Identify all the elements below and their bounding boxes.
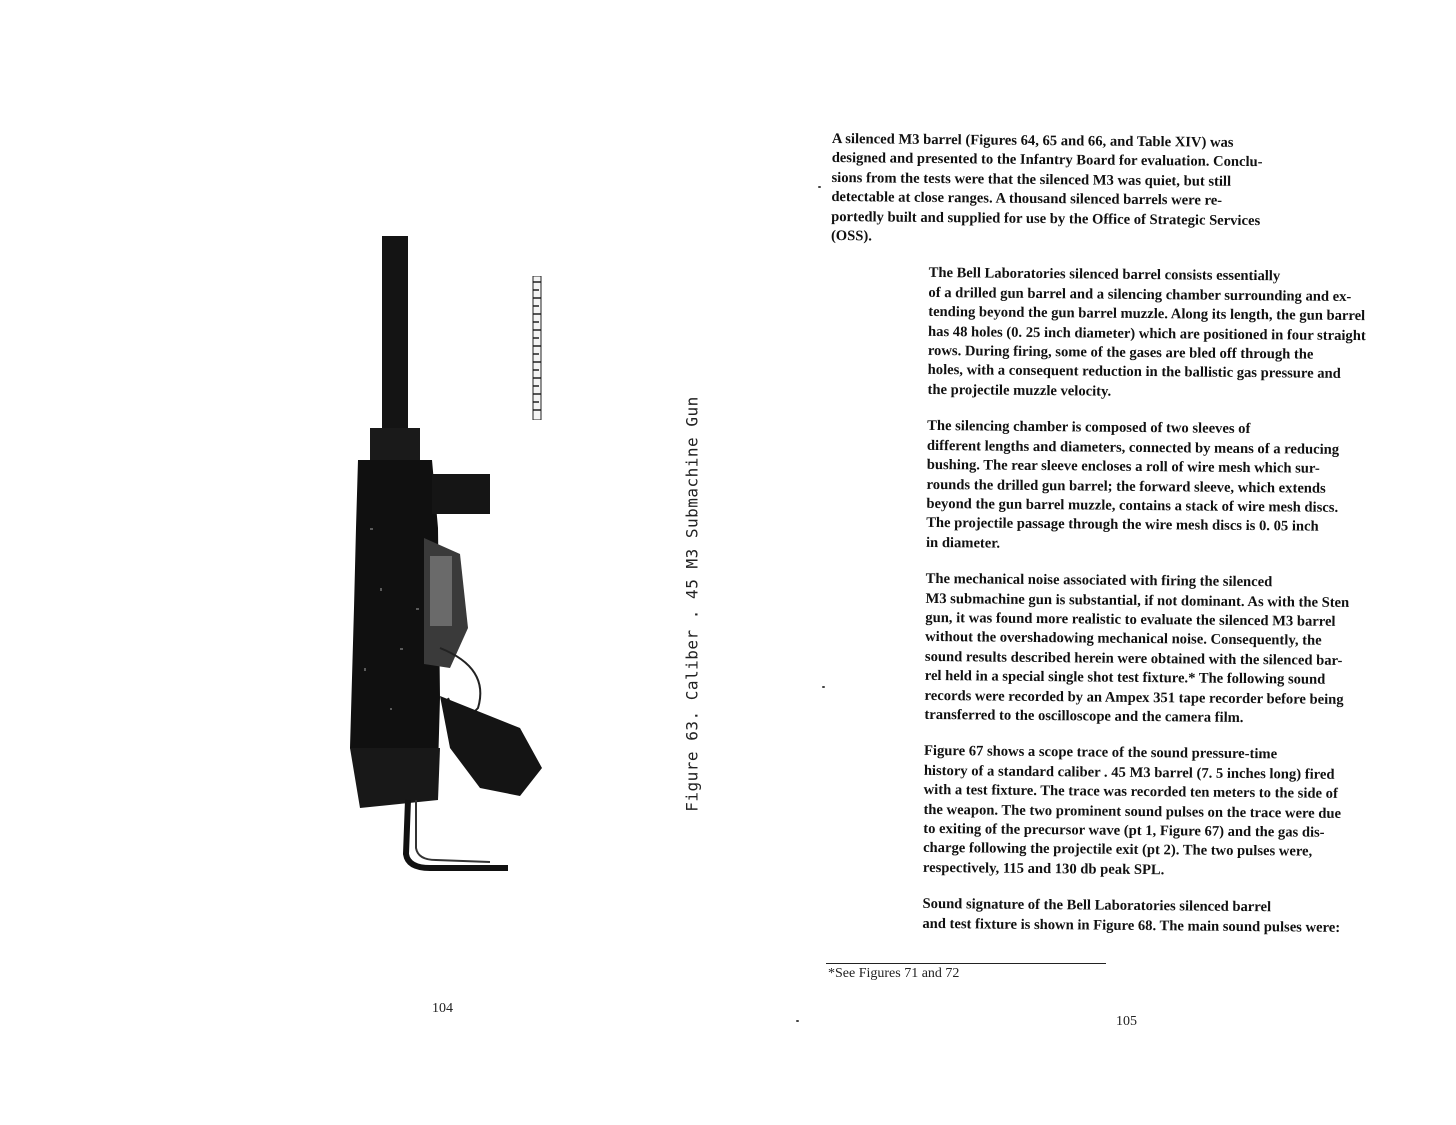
- text-line: (OSS).: [830, 228, 873, 245]
- text-line: to exiting of the precursor wave (pt 1, Figure 67) and the gas dis-: [923, 820, 1325, 841]
- text-line: Figure 67 shows a scope trace of the sound pressure-time: [923, 743, 1278, 763]
- text-line: the projectile muzzle velocity.: [927, 381, 1112, 400]
- text-line: rel held in a special single shot test fixture.* The following sound: [924, 668, 1326, 688]
- body-text: [824, 130, 1428, 956]
- text-line: The silencing chamber is composed of two sleeves of: [927, 418, 1251, 438]
- scan-speck: [822, 686, 825, 688]
- paragraph: [824, 894, 1420, 939]
- paragraph: [829, 263, 1426, 405]
- text-line: rows. During firing, some of the gases are bled off through the: [927, 342, 1314, 363]
- scan-speck: [796, 1020, 799, 1022]
- text-line: The projectile passage through the wire mesh discs is 0. 05 inch: [926, 515, 1319, 536]
- text-line: designed and presented to the Infantry Board for evaluation. Conclu-: [831, 150, 1263, 171]
- text-line: with a test fixture. The trace was recorded ten meters to the side of: [923, 782, 1338, 803]
- text-line: tending beyond the gun barrel muzzle. Along its length, the gun barrel: [928, 304, 1366, 325]
- text-line: has 48 holes (0. 25 inch diameter) which are positioned in four straight: [927, 323, 1366, 344]
- text-line: charge following the projectile exit (pt 2). The two pulses were,: [923, 840, 1313, 861]
- text-line: M3 submachine gun is substantial, if not dominant. As with the Sten: [925, 590, 1350, 611]
- text-line: holes, with a consequent reduction in the ballistic gas pressure and: [927, 362, 1341, 383]
- text-line: The Bell Laboratories silenced barrel consists essentially: [928, 265, 1281, 285]
- right-page: [728, 0, 1456, 1125]
- text-line: The mechanical noise associated with firing the silenced: [925, 571, 1273, 591]
- text-line: Sound signature of the Bell Laboratories silenced barrel: [922, 896, 1272, 916]
- scale-ruler: [530, 276, 544, 420]
- text-line: different lengths and diameters, connected by means of a reducing: [926, 437, 1340, 458]
- text-line: portedly built and supplied for use by the Office of Strategic Services: [831, 208, 1261, 229]
- text-line: records were recorded by an Ampex 351 tape recorder before being: [924, 687, 1344, 708]
- text-line: sions from the tests were that the silenced M3 was quiet, but still: [831, 169, 1232, 190]
- text-line: of a drilled gun barrel and a silencing chamber surrounding and ex-: [928, 284, 1352, 305]
- text-line: sound results described herein were obtained with the silenced bar-: [924, 648, 1343, 669]
- paragraph: [826, 569, 1423, 730]
- submachine-gun-photo: [320, 228, 560, 884]
- scan-speck: [818, 186, 821, 188]
- text-line: without the overshadowing mechanical noise. Consequently, the: [925, 629, 1322, 650]
- text-line: in diameter.: [925, 534, 1001, 552]
- paragraph: [828, 416, 1425, 558]
- paragraph: [831, 130, 1428, 252]
- figure-caption: Figure 63. Caliber . 45 M3 Submachine Gun: [682, 396, 702, 812]
- page-number-left: 104: [432, 1001, 453, 1016]
- text-line: gun, it was found more realistic to evaluate the silenced M3 barrel: [925, 609, 1336, 630]
- text-line: transferred to the oscilloscope and the camera film.: [924, 706, 1244, 726]
- footnote-rule: [826, 963, 1106, 964]
- text-line: A silenced M3 barrel (Figures 64, 65 and 66, and Table XIV) was: [831, 130, 1234, 151]
- text-line: detectable at close ranges. A thousand silenced barrels were re-: [831, 189, 1223, 209]
- text-line: and test fixture is shown in Figure 68. The main sound pulses were:: [922, 915, 1341, 936]
- paragraph: [825, 741, 1422, 883]
- text-line: bushing. The rear sleeve encloses a roll of wire mesh which sur-: [926, 457, 1320, 477]
- footnote: *See Figures 71 and 72: [828, 966, 960, 981]
- text-line: rounds the drilled gun barrel; the forward sleeve, which extends: [926, 476, 1326, 497]
- text-line: history of a standard caliber . 45 M3 barrel (7. 5 inches long) fired: [923, 762, 1335, 783]
- text-line: the weapon. The two prominent sound pulses on the trace were due: [923, 801, 1342, 822]
- page-number-right: 105: [1116, 1014, 1137, 1029]
- text-line: beyond the gun barrel muzzle, contains a stack of wire mesh discs.: [926, 495, 1339, 516]
- text-line: respectively, 115 and 130 db peak SPL.: [922, 859, 1165, 879]
